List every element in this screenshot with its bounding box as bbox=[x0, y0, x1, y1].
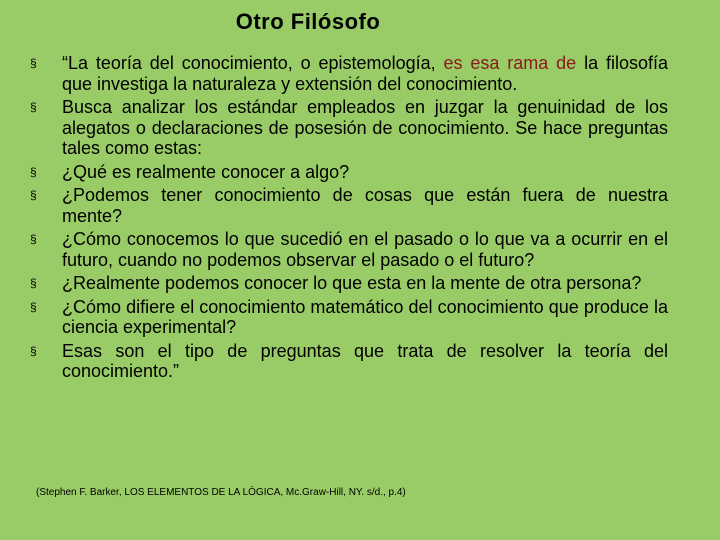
citation: (Stephen F. Barker, LOS ELEMENTOS DE LA LÓGICA, Mc.Graw-Hill, NY. s/d., p.4) bbox=[36, 487, 406, 498]
bullet-marker-icon: § bbox=[30, 56, 37, 70]
bullet-marker-icon: § bbox=[30, 343, 37, 358]
bullet-marker-icon: § bbox=[30, 188, 37, 202]
bullet-text-highlight: es esa rama de bbox=[443, 53, 577, 73]
bullet-text: ¿Realmente podemos conocer lo que esta en la mente de otra persona? bbox=[62, 273, 642, 293]
bullet-text-pre: “La teoría del conocimiento, o epistemología, bbox=[62, 53, 444, 73]
bullet-text: Esas son el tipo de preguntas que trata de resolver la teoría del conocimiento.” bbox=[62, 340, 668, 381]
bullet-item bbox=[30, 297, 668, 338]
bullet-text: ¿Cómo difiere el conocimiento matemático del conocimiento que produce la ciencia experimental? bbox=[62, 296, 668, 337]
bullet-marker-icon: § bbox=[30, 164, 37, 179]
bullet-item bbox=[30, 273, 668, 294]
bullet-text: ¿Cómo conocemos lo que sucedió en el pasado o lo que va a ocurrir en el futuro, cuando no podemos observar el pasado o el futuro? bbox=[62, 229, 668, 270]
bullet-text: ¿Qué es realmente conocer a algo? bbox=[62, 161, 350, 182]
bullet-text: Busca analizar los estándar empleados en juzgar la genuinidad de los alegatos o declaraciones de posesión de conocimiento. Se hace preguntas tales como estas: bbox=[62, 97, 668, 158]
bullet-item bbox=[30, 185, 668, 226]
bullet-marker-icon: § bbox=[30, 276, 37, 290]
bullet-item bbox=[30, 53, 668, 94]
bullet-text-post: la filosofía que investiga la naturaleza y extensión del conocimiento. bbox=[62, 53, 668, 94]
bullet-item bbox=[30, 341, 668, 382]
bullet-item bbox=[30, 97, 668, 159]
bullet-text: ¿Podemos tener conocimiento de cosas que están fuera de nuestra mente? bbox=[62, 185, 668, 226]
bullet-item bbox=[30, 162, 668, 183]
slide-title: Otro Filósofo bbox=[235, 9, 381, 34]
bullet-item bbox=[30, 229, 668, 270]
bullet-marker-icon: § bbox=[30, 299, 37, 314]
bullet-list bbox=[30, 53, 668, 385]
bullet-marker-icon: § bbox=[30, 100, 37, 114]
bullet-marker-icon: § bbox=[30, 232, 37, 246]
